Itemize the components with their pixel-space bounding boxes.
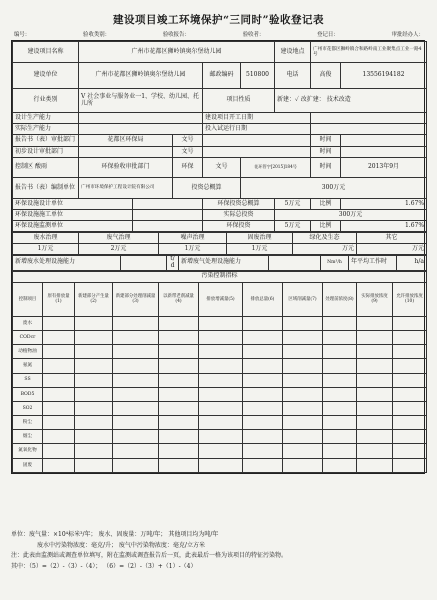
pollution-cell — [357, 330, 393, 344]
pollution-cell — [283, 316, 323, 330]
pollution-cell — [283, 359, 323, 373]
actual-cap-value — [79, 124, 203, 135]
pollution-cell — [393, 316, 427, 330]
pollution-cell — [323, 444, 357, 458]
pollution-cell — [75, 401, 113, 415]
pollution-cell — [243, 401, 283, 415]
newcap-gas-label: 新增废气处理设施能力 — [179, 256, 269, 271]
env-invest-label: 环保投资总概算 — [203, 199, 275, 210]
pollution-cell — [159, 458, 199, 472]
env-check-dept-label: 环保验收审批部门 — [79, 158, 173, 178]
pollution-cell — [113, 373, 159, 387]
pollution-item-label: SO2 — [13, 401, 43, 415]
meta-checker: 验收者： — [242, 32, 265, 38]
env-design-value — [133, 199, 203, 210]
pollution-cell — [393, 359, 427, 373]
pollution-cell — [283, 373, 323, 387]
pollution-item-label: CODcr — [13, 330, 43, 344]
pollution-cell — [243, 430, 283, 444]
pollution-cell — [357, 458, 393, 472]
pollution-item-label: 粉尘 — [13, 416, 43, 430]
trial-date-value — [311, 124, 427, 135]
pollution-cell — [323, 401, 357, 415]
nature-label: 项目性质 — [203, 89, 275, 113]
env-design-label: 环保设施设计单位 — [13, 199, 133, 210]
footer-line1: 单位：废气量：×10⁴标米³/年； 废水、固废量：万吨/年； 其他项目均为吨/年 — [11, 531, 219, 538]
pollution-cell — [323, 345, 357, 359]
prelim-docno-label: 文号 — [173, 147, 203, 158]
pollution-cell — [323, 316, 357, 330]
pollution-cell — [159, 430, 199, 444]
pollution-cell — [357, 316, 393, 330]
pollution-cell — [243, 330, 283, 344]
report-dept-label: 报告书（表）审批部门 — [13, 135, 79, 147]
industry-value: V 社会事业与服务业一1、学校、幼儿园、托儿所 — [79, 89, 203, 113]
pollution-row — [13, 416, 427, 430]
pollution-item-label: 固废 — [13, 458, 43, 472]
pollution-cell — [393, 330, 427, 344]
pollution-cell — [113, 330, 159, 344]
pollution-item-label: SS — [13, 373, 43, 387]
unit-label: 建设单位 — [13, 63, 79, 89]
pollution-cell — [243, 373, 283, 387]
pollution-cell — [159, 416, 199, 430]
pollution-cell — [159, 401, 199, 415]
meta-register: 登记日： — [317, 32, 339, 38]
pollution-cell — [283, 458, 323, 472]
pollution-cell — [113, 416, 159, 430]
pollution-cell — [283, 416, 323, 430]
pollution-cell — [283, 387, 323, 401]
invest-total-value: 300万元 — [241, 178, 427, 199]
pollution-header-0: 控制项目 — [13, 282, 43, 316]
pollution-cell — [43, 316, 75, 330]
footer-notes — [11, 530, 425, 572]
actual-cap-label: 实际生产能力 — [13, 124, 79, 135]
pollution-cell — [43, 359, 75, 373]
industry-label: 行业类别 — [13, 89, 79, 113]
prelim-time-label: 时间 — [311, 147, 341, 158]
pollution-cell — [75, 330, 113, 344]
pollution-cell — [75, 444, 113, 458]
meta-report: 验收报告： — [162, 32, 190, 38]
pollution-cell — [113, 345, 159, 359]
newcap-gas-unit: Nm³/h — [321, 256, 349, 271]
pollution-row — [13, 430, 427, 444]
pollution-cell — [393, 458, 427, 472]
pollution-cell — [243, 444, 283, 458]
report-docno-value — [203, 135, 311, 147]
pollution-cell — [199, 316, 243, 330]
project-name-label: 建设项目名称 — [13, 42, 79, 63]
pollution-cell — [199, 444, 243, 458]
pollution-cell — [199, 458, 243, 472]
env-check-value: 环保 — [173, 158, 203, 178]
pollution-row — [13, 345, 427, 359]
treat-h5: 绿化及生态 — [293, 233, 357, 244]
env-actual-value: 5万元 — [275, 221, 311, 232]
phone-label: 电话 — [275, 63, 311, 89]
pollution-row — [13, 359, 427, 373]
report-time-value — [341, 135, 427, 147]
location-label: 建设地点 — [275, 42, 311, 63]
project-table — [12, 41, 427, 232]
pollution-cell — [43, 330, 75, 344]
newcap-water-value — [121, 256, 167, 271]
pollution-cell — [159, 387, 199, 401]
pollution-cell — [113, 316, 159, 330]
pollution-cell — [393, 416, 427, 430]
phone-value: 13556194182 — [341, 63, 427, 89]
pollution-cell — [159, 330, 199, 344]
location-value: 广州市花都区狮岭镇合和路岭南工业聚集点工业一路4号 — [311, 42, 427, 63]
pollution-cell — [75, 316, 113, 330]
treat-v1: 1万元 — [13, 244, 79, 255]
pollution-cell — [43, 458, 75, 472]
ctrl-docno-label: 文号 — [203, 158, 241, 178]
pollution-header-7: 区域削减量(7) — [283, 282, 323, 316]
pollution-header-5: 排放增减量(5) — [199, 282, 243, 316]
pollution-cell — [75, 430, 113, 444]
pollution-header-2: 新建部分产生量(2) — [75, 282, 113, 316]
env-build-label: 环保设施施工单位 — [13, 210, 133, 221]
pollution-cell — [283, 444, 323, 458]
pollution-cell — [283, 345, 323, 359]
pollution-cell — [75, 345, 113, 359]
ctrl-time-value: 2013年9月 — [341, 158, 427, 178]
prelim-time-value — [341, 147, 427, 158]
pollution-item-label: 烟尘 — [13, 430, 43, 444]
pollution-cell — [323, 430, 357, 444]
pollution-cell — [357, 373, 393, 387]
env-monitor-label: 环保设施监测单位 — [13, 221, 133, 232]
pollution-cell — [43, 430, 75, 444]
pollution-cell — [243, 359, 283, 373]
pollution-header-8: 处理前浓度(8) — [323, 282, 357, 316]
pollution-row — [13, 330, 427, 344]
footer-line4: 其中：（5）=（2）-（3）-（4）； （6）=（2）-（3）+（1）-（4） — [11, 562, 197, 570]
pollution-cell — [199, 330, 243, 344]
postcode-label: 邮政编码 — [203, 63, 241, 89]
ctrl-label-text: 控制区 — [15, 163, 34, 171]
meta-number: 编号： — [14, 32, 31, 38]
pollution-row — [13, 458, 427, 472]
newcap-hours-unit: h/a — [397, 256, 427, 271]
pollution-cell — [113, 359, 159, 373]
pollution-cell — [393, 401, 427, 415]
ctrl-time-label: 时间 — [311, 158, 341, 178]
design-cap-value — [79, 113, 203, 124]
pollution-cell — [243, 345, 283, 359]
pollution-cell — [159, 373, 199, 387]
treat-v4: 1万元 — [227, 244, 293, 255]
unit-value: 广州市花都区狮岭镇奥尔堡幼儿园 — [79, 63, 203, 89]
pollution-cell — [323, 359, 357, 373]
pollution-header-10: 允许排放浓度(10) — [393, 282, 427, 316]
pollution-header-9: 实际排放浓度(9) — [357, 282, 393, 316]
prep-label: 报告书（表）编制单位 — [13, 178, 79, 199]
pollution-cell — [199, 345, 243, 359]
pollution-cell — [43, 416, 75, 430]
treat-v3: 1万元 — [159, 244, 227, 255]
treat-h6: 其它 — [357, 233, 427, 244]
treat-v2: 2万元 — [79, 244, 159, 255]
pollution-cell — [323, 458, 357, 472]
nature-value: 新建：✓ 改扩建： 技术改造 — [275, 89, 427, 113]
pollution-cell — [393, 444, 427, 458]
pollution-cell — [357, 345, 393, 359]
postcode-value: 510800 — [241, 63, 275, 89]
start-date-label: 建设项目开工日期 — [203, 113, 311, 124]
ratio2-label: 比例 — [311, 221, 341, 232]
pollution-header-1: 原有排放量(1) — [43, 282, 75, 316]
pollution-cell — [357, 387, 393, 401]
pollution-cell — [159, 345, 199, 359]
pollution-cell — [75, 373, 113, 387]
pollution-cell — [75, 458, 113, 472]
pollution-cell — [243, 316, 283, 330]
pollution-item-label: 氮氧化物 — [13, 444, 43, 458]
pollution-cell — [43, 373, 75, 387]
pollution-cell — [113, 401, 159, 415]
pollution-cell — [199, 387, 243, 401]
pollution-item-label: 动植物油 — [13, 345, 43, 359]
meta-line — [14, 30, 424, 38]
actual-total-label: 实际总投资 — [203, 210, 275, 221]
pollution-item-label: 废水 — [13, 316, 43, 330]
pollution-cell — [199, 373, 243, 387]
env-invest-value: 5万元 — [275, 199, 311, 210]
pollution-cell — [199, 359, 243, 373]
env-actual-label: 环保投资 — [203, 221, 275, 232]
pollution-cell — [199, 430, 243, 444]
pollution-cell — [323, 373, 357, 387]
prelim-docno-value — [203, 147, 311, 158]
project-name-value: 广州市花都区狮岭镇奥尔堡幼儿园 — [79, 42, 275, 63]
newcap-water-unit: t/d — [167, 256, 179, 271]
treat-h2: 废气治理 — [79, 233, 159, 244]
pollution-cell — [283, 430, 323, 444]
pollution-cell — [323, 416, 357, 430]
pollution-cell — [159, 359, 199, 373]
newcap-gas-value — [269, 256, 321, 271]
pollution-section-title: 污染控制指标 — [13, 271, 427, 282]
treat-h1: 废水治理 — [13, 233, 79, 244]
pollution-cell — [243, 387, 283, 401]
newcap-hours-label: 年平均工作时 — [349, 256, 397, 271]
ctrl-value: 酸雨 — [34, 163, 47, 171]
pollution-cell — [323, 387, 357, 401]
report-time-label: 时间 — [311, 135, 341, 147]
pollution-cell — [199, 401, 243, 415]
pollution-cell — [159, 316, 199, 330]
pollution-cell — [75, 359, 113, 373]
ratio2-value: 1.67% — [341, 221, 427, 232]
pollution-cell — [113, 387, 159, 401]
design-cap-label: 设计生产能力 — [13, 113, 79, 124]
pollution-cell — [43, 444, 75, 458]
registration-form — [11, 40, 425, 474]
pollution-cell — [323, 330, 357, 344]
pollution-cell — [393, 373, 427, 387]
pollution-cell — [393, 387, 427, 401]
start-date-value — [311, 113, 427, 124]
ratio-label: 比例 — [311, 199, 341, 210]
treat-h3: 噪声治理 — [159, 233, 227, 244]
pollution-header-6: 排放总量(6) — [243, 282, 283, 316]
pollution-cell — [243, 416, 283, 430]
pollution-header-4: 以新带老削减量(4) — [159, 282, 199, 316]
pollution-row — [13, 401, 427, 415]
pollution-cell — [43, 387, 75, 401]
pollution-item-label: BOD5 — [13, 387, 43, 401]
pollution-cell — [357, 416, 393, 430]
pollution-cell — [75, 416, 113, 430]
treat-v6: 万元 — [357, 244, 427, 255]
pollution-row — [13, 387, 427, 401]
meta-checker-sign: 审批经办人： — [391, 32, 424, 38]
pollution-cell — [393, 430, 427, 444]
pollution-item-label: 氨氮 — [13, 359, 43, 373]
trial-date-label: 投入试运行日期 — [203, 124, 311, 135]
actual-total-value: 300万元 — [275, 210, 427, 221]
treatment-table — [12, 232, 427, 255]
pollution-row — [13, 444, 427, 458]
pollution-cell — [113, 444, 159, 458]
treat-v5: 万元 — [293, 244, 357, 255]
pollution-cell — [283, 330, 323, 344]
newcap-water-label: 新增废水处理设施能力 — [13, 256, 121, 271]
pollution-cell — [357, 359, 393, 373]
pollution-cell — [357, 430, 393, 444]
meta-accept-type: 验收类别： — [83, 32, 111, 38]
pollution-cell — [283, 401, 323, 415]
report-docno-label: 文号 — [173, 135, 203, 147]
ctrl-label — [13, 158, 79, 178]
report-dept-value: 花都区环保局 — [79, 135, 173, 147]
footer-line2: 废水中污染物浓度：毫克/升； 废气中污染物浓度：毫克/立方米 — [37, 541, 205, 549]
treat-h4: 固废治理 — [227, 233, 293, 244]
pollution-cell — [357, 401, 393, 415]
footer-line3: 注：此表由监测站或调查单位填写，附在监测或调查报告后一页，此表最后一格为该项目的特征污染物。 — [11, 552, 288, 559]
pollution-cell — [357, 444, 393, 458]
ratio-value: 1.67% — [341, 199, 427, 210]
invest-total-label: 投资总概算 — [173, 178, 241, 199]
pollution-header-3: 新建部分处理削减量(3) — [113, 282, 159, 316]
pollution-cell — [159, 444, 199, 458]
pollution-table — [12, 271, 427, 473]
prelim-dept-label: 初步设计审批部门 — [13, 147, 79, 158]
pollution-row — [13, 373, 427, 387]
pollution-cell — [199, 416, 243, 430]
pollution-cell — [75, 387, 113, 401]
ctrl-docno-value: 花环管字[2015]184号 — [241, 158, 311, 178]
pollution-cell — [393, 345, 427, 359]
page-title: 建设项目竣工环境保护“三同时”验收登记表 — [112, 14, 325, 26]
env-build-value — [133, 210, 203, 221]
pollution-cell — [243, 458, 283, 472]
pollution-cell — [113, 458, 159, 472]
pollution-row — [13, 316, 427, 330]
env-monitor-value — [133, 221, 203, 232]
prelim-dept-value — [79, 147, 173, 158]
newcap-table — [12, 255, 427, 271]
pollution-cell — [113, 430, 159, 444]
prep-value: 广州市环境保护工程设计院有限公司 — [79, 178, 173, 199]
phone-name: 高俊 — [311, 63, 341, 89]
pollution-cell — [43, 345, 75, 359]
pollution-cell — [43, 401, 75, 415]
